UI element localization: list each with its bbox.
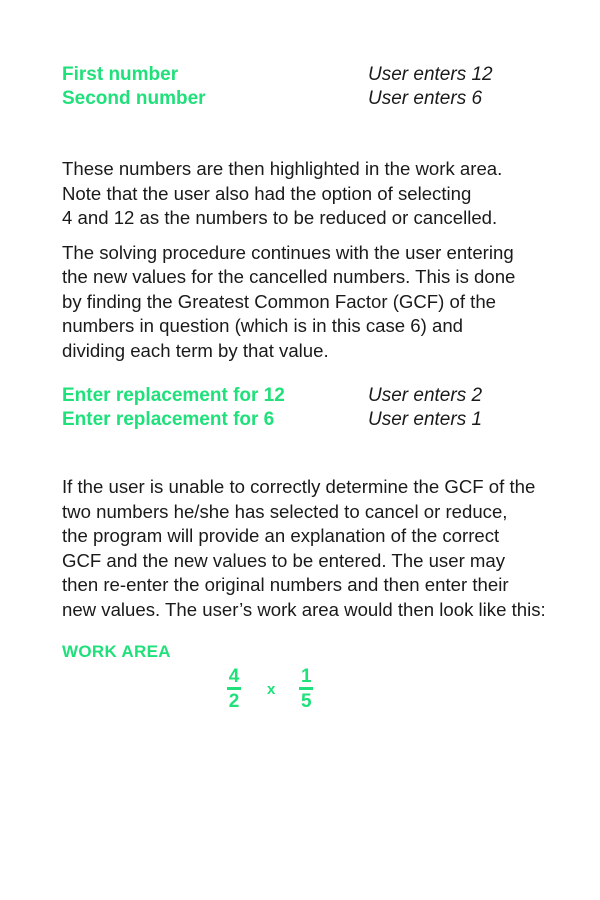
text-line: the program will provide an explanation of the correct [62,525,500,546]
work-area-heading: WORK AREA [62,642,171,661]
paragraph-solving-procedure [62,241,572,364]
fraction-left [225,667,243,711]
fraction-numerator: 4 [228,666,240,687]
fraction-bar [227,687,241,690]
prompt-block-numbers [62,64,572,112]
prompt-label: Second number [62,88,206,109]
text-line: The solving procedure continues with the user entering [62,241,514,263]
text-line: 4 and 12 as the numbers to be reduced or cancelled. [62,207,498,228]
text-line: then re-enter the original numbers and then enter their [62,574,509,595]
fraction-numerator: 1 [301,666,312,687]
prompt-response: User enters 6 [368,88,483,109]
text-line: If the user is unable to correctly determine the GCF of the [62,476,536,497]
text-line: numbers in question (which is in this case 6) and [62,315,464,336]
prompt-label: First number [62,64,179,85]
multiply-operator: x [267,680,276,698]
work-area-expression [225,667,315,711]
prompt-row [62,385,572,409]
fraction-right [297,667,315,711]
prompt-row [62,409,572,433]
prompt-row [62,64,572,88]
prompt-label: Enter replacement for 12 [62,385,285,406]
prompt-block-replacements [62,385,572,433]
text-line: the new values for the cancelled numbers. This is done [62,266,516,287]
fraction-bar [299,687,313,690]
text-line: new values. The user’s work area would then look like this: [62,598,546,620]
text-line: These numbers are then highlighted in the work area. [62,158,503,179]
prompt-response: User enters 1 [368,409,483,430]
text-line: by finding the Greatest Common Factor (GCF) of the [62,290,497,312]
prompt-response: User enters 12 [368,64,493,85]
text-line: GCF and the new values to be entered. The user may [62,549,506,571]
paragraph-gcf-help [62,475,572,622]
manual-page [62,64,572,662]
prompt-label: Enter replacement for 6 [62,409,275,430]
text-line: Note that the user also had the option of selecting [62,182,472,204]
text-line: dividing each term by that value. [62,339,329,361]
fraction-denominator: 2 [228,691,240,712]
fraction-denominator: 5 [301,691,312,712]
prompt-row [62,88,572,112]
text-line: two numbers he/she has selected to cancel or reduce, [62,500,508,522]
paragraph-highlight-explanation [62,157,572,231]
prompt-response: User enters 2 [368,385,483,406]
